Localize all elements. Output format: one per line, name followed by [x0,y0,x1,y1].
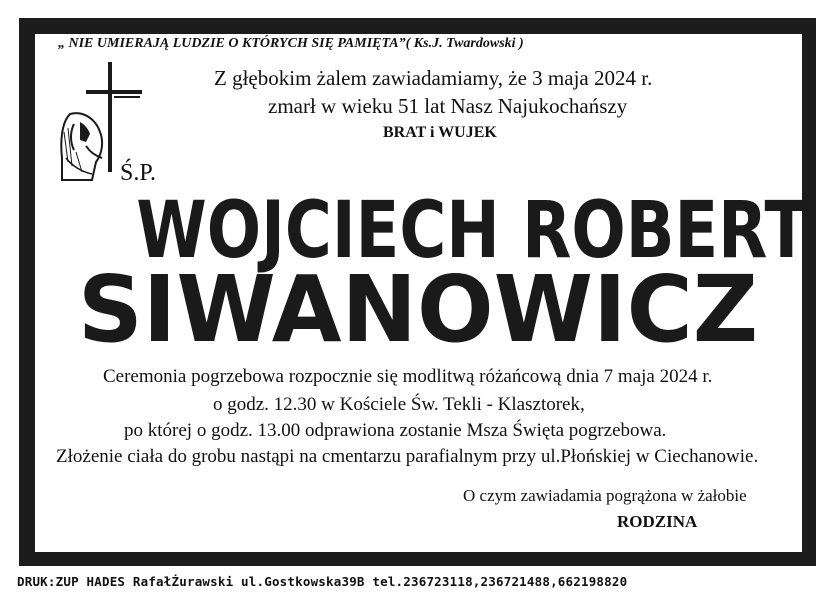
printer-footer: DRUK:ZUP HADES RafałŻurawski ul.Gostkowska39B tel.236723118,236721488,662198820 [17,574,628,589]
quote-line: „ NIE UMIERAJĄ LUDZIE O KTÓRYCH SIĘ PAMIĘTA”( Ks.J. Twardowski ) [58,36,524,51]
announcement-line-2: zmarł w wieku 51 lat Nasz Najukochańszy [268,94,628,118]
signature-line: O czym zawiadamia pogrążona w żałobie [463,486,747,505]
ceremony-line-3: po której o godz. 13.00 odprawiona zostanie Msza Święta pogrzebowa. [124,420,667,441]
first-names: WOJCIECH ROBERT [136,186,809,276]
ceremony-line-1: Ceremonia pogrzebowa rozpocznie się modlitwą różańcową dnia 7 maja 2024 r. [103,366,713,387]
relation-label: BRAT i WUJEK [383,124,497,141]
ceremony-line-4: Złożenie ciała do grobu nastąpi na cmentarzu parafialnym przy ul.Płońskiej w Ciechanowie. [56,446,759,467]
ceremony-line-2: o godz. 12.30 w Kościele Św. Tekli - Klasztorek, [213,394,585,415]
announcement-line-1: Z głębokim żalem zawiadamiamy, że 3 maja 2024 r. [214,66,653,90]
family-signature: RODZINA [617,512,698,531]
prefix-label: Ś.P. [120,160,157,186]
surname: SIWANOWICZ [77,256,759,363]
